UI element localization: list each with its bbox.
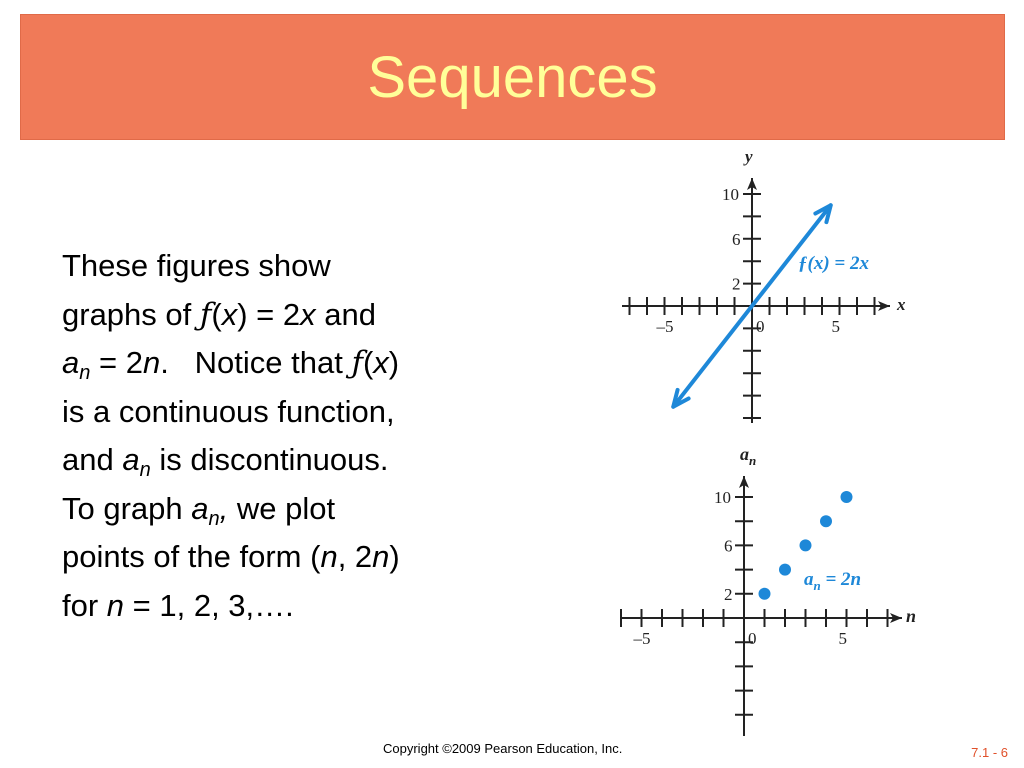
y-tick-label: 10 [714,488,731,507]
body-line-4 [62,388,532,437]
subscript-n: n [79,362,91,384]
x-tick-label: 0 [748,629,757,648]
text-span: points of the form ( [62,539,321,574]
body-line-1 [62,242,532,291]
body-text [62,242,532,630]
slide-title: Sequences [367,44,658,110]
text-span: and [62,442,123,477]
sequence-point [759,588,771,600]
function-graph [600,148,920,438]
text-span: and [315,296,376,332]
y-tick-label: 6 [732,229,741,249]
text-span: , 2 [337,539,373,574]
text-span: is discontinuous. [150,442,389,477]
slide-number: 7.1 - 6 [971,745,1008,760]
text-span: ) = 2 [237,296,301,332]
variable-n: n [106,587,125,623]
text-span: = 1, 2, 3,…. [124,587,294,623]
subscript-n: n [139,459,151,481]
y-axis-label: y [745,148,753,166]
variable-n: n [320,539,338,574]
axes [620,476,902,736]
sequence-graph [600,440,920,740]
body-line-3 [62,339,532,388]
sequence-point [800,539,812,551]
body-line-5 [62,436,532,485]
variable-n: n [142,345,161,380]
title-bar [20,14,1005,140]
text-span: we plot [228,490,336,526]
y-tick-label: 2 [724,584,733,604]
text-span: To graph [62,490,192,526]
function-symbol: ƒ [351,345,363,381]
body-line-7 [62,533,532,582]
x-axis-label: n [906,606,917,626]
sequence-label: $a_n = 2n$ [804,569,862,593]
variable-x: x [300,296,316,332]
y-axis-label: $a_n$ [740,444,757,468]
variable-a: a [122,442,140,477]
variable-x: x [373,345,389,380]
text-span: = 2 [90,345,143,380]
text-span: These figures show [62,248,331,283]
text-span: ) [389,539,400,574]
x-axis-label: x [897,295,906,314]
sequence-point [820,515,832,527]
x-tick-label: –5 [633,629,651,648]
text-span: , [219,490,229,526]
function-symbol: ƒ [199,296,212,333]
body-line-6 [62,485,532,534]
copyright-footer: Copyright ©2009 Pearson Education, Inc. [383,741,623,756]
body-line-8 [62,582,532,631]
x-tick-label: 5 [838,629,847,648]
variable-a: a [191,490,209,526]
variable-x: x [221,296,238,332]
text-span: . Notice that [160,345,352,380]
body-line-2 [62,291,532,340]
sequence-point [841,491,853,503]
text-span: ( [211,296,222,332]
variable-a: a [62,345,80,380]
x-tick-label: –5 [656,317,674,336]
sequence-point [779,564,791,576]
y-tick-label: 2 [732,274,741,294]
text-span: is a continuous function, [62,393,395,429]
x-tick-label: 5 [831,317,840,336]
variable-n: n [372,539,390,574]
tick-marks [621,497,888,715]
text-span: ( [362,345,374,380]
y-tick-label: 10 [722,185,739,204]
tick-labels [633,488,848,648]
function-label: ƒ(x) = 2x [798,253,869,274]
y-tick-label: 6 [724,536,733,556]
text-span: for [62,587,107,623]
text-span: ) [388,345,400,380]
subscript-n: n [208,507,220,530]
text-span: graphs of [62,296,200,332]
x-tick-label: 0 [756,317,765,336]
